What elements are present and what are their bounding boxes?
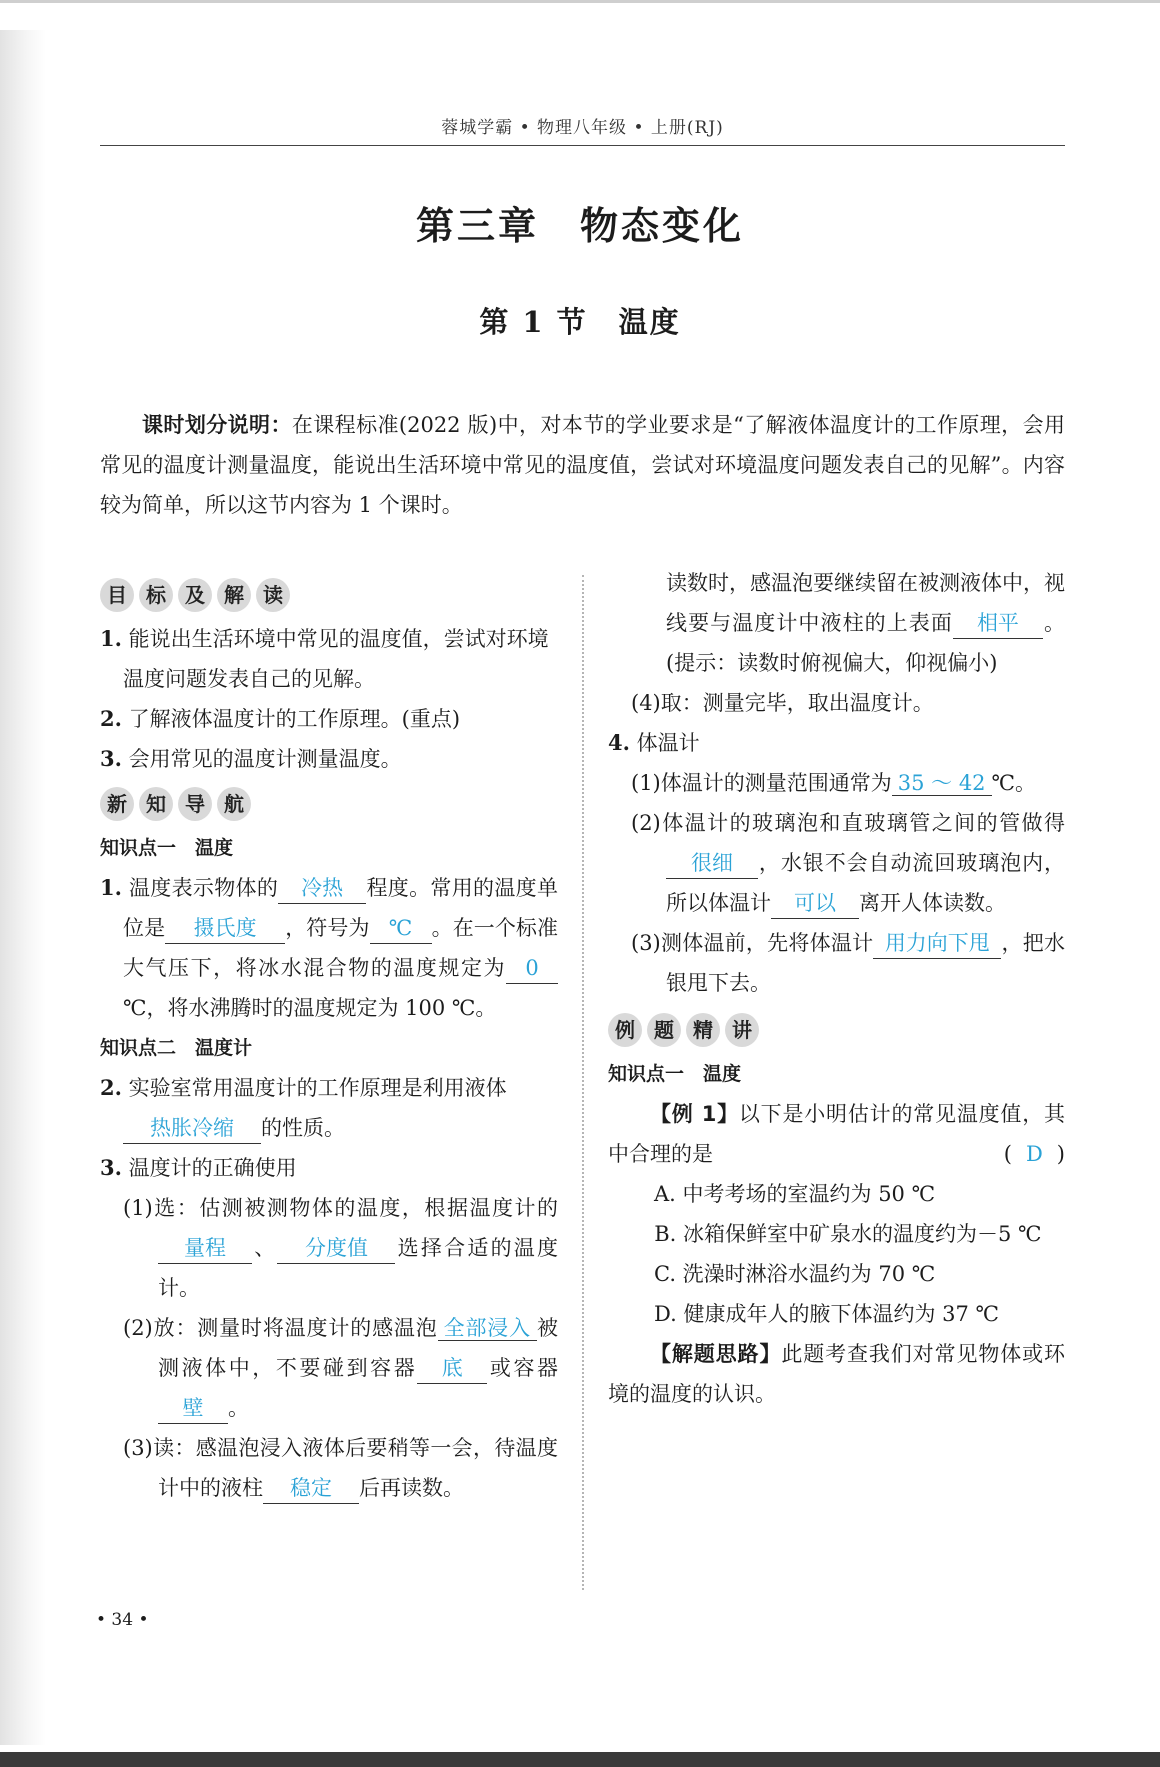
text-run: 或容器 <box>487 1356 559 1380</box>
banner-char: 题 <box>647 1013 681 1047</box>
text-run: (2)放：测量时将温度计的感温泡 <box>123 1316 438 1340</box>
column-divider <box>582 575 584 1590</box>
answer-blank: 可以 <box>771 888 859 919</box>
knowledge-point-heading: 知识点一 温度 <box>608 1063 742 1085</box>
text-run: 被测液体中，不要碰到容器 <box>158 1316 558 1380</box>
intro-text: 在课程标准(2022 版)中，对本节的学业要求是“了解液体温度计的工作原理，会用常见的温度计测量温度，能说出生活环境中常见的温度值，尝试对环境温度问题发表自己的见解”。内容较为简单，所以这节内容为 1 个课时。 <box>100 413 1065 517</box>
example-question <box>608 1094 1065 1174</box>
knowledge-point-heading: 知识点二 温度计 <box>100 1037 253 1059</box>
item-number: 1. <box>100 626 122 651</box>
answer-blank: 摄氏度 <box>165 913 285 944</box>
intro-label: 课时划分说明： <box>142 413 292 437</box>
example-label: 【例 1】 <box>650 1102 739 1126</box>
usage-step-take: (4)取：测量完毕，取出温度计。 <box>631 691 934 715</box>
choice-a: A. 中考考场的室温约为 50 ℃ <box>654 1182 936 1206</box>
text-run: ℃。 <box>991 771 1037 795</box>
text-run: (1)体温计的测量范围通常为 <box>631 771 892 795</box>
usage-step-place <box>100 1308 558 1428</box>
banner-char: 新 <box>100 787 134 821</box>
clinical-thermometer-shake <box>608 923 1065 1003</box>
knowledge-item-2 <box>100 1068 558 1148</box>
top-edge-line <box>0 0 1160 3</box>
text-run: (1)选：估测被测物体的温度，根据温度计的 <box>123 1196 558 1220</box>
text-run: ℃，将水沸腾时的温度规定为 100 ℃。 <box>123 996 497 1020</box>
banner-char: 航 <box>217 787 251 821</box>
text-run: 温度表示物体的 <box>128 876 279 900</box>
text-run: 。 <box>228 1396 249 1420</box>
text-run: 。(提示：读数时俯视偏大，仰视偏小) <box>666 611 1066 675</box>
intro-paragraph <box>100 405 1065 525</box>
choice-b: B. 冰箱保鲜室中矿泉水的温度约为－5 ℃ <box>654 1222 1042 1246</box>
goal-item <box>100 739 558 779</box>
bottom-edge-bar <box>0 1752 1160 1767</box>
answer-blank: 很细 <box>666 848 758 879</box>
text-run: 体温计 <box>636 731 700 755</box>
item-number: 1. <box>100 875 122 900</box>
banner-char: 解 <box>217 578 251 612</box>
left-column <box>100 575 558 1508</box>
header-rule <box>100 145 1065 146</box>
running-header: 蓉城学霸 • 物理八年级 • 上册(RJ) <box>441 118 724 138</box>
example-answer: D <box>1025 1142 1043 1166</box>
text-run: 后再读数。 <box>359 1476 464 1500</box>
banner-char: 标 <box>139 578 173 612</box>
solution-label: 【解题思路】 <box>650 1342 782 1366</box>
banner-char: 目 <box>100 578 134 612</box>
section-title: 第 1 节 温度 <box>479 305 681 339</box>
banner-char: 讲 <box>725 1013 759 1047</box>
choice-c: C. 洗澡时淋浴水温约为 70 ℃ <box>654 1262 936 1286</box>
answer-blank: 相平 <box>953 608 1043 639</box>
banner-char: 例 <box>608 1013 642 1047</box>
text-run: 实验室常用温度计的工作原理是利用液体 <box>128 1076 507 1100</box>
answer-blank: 分度值 <box>277 1233 395 1264</box>
item-number: 3. <box>100 1155 122 1180</box>
usage-step-select <box>100 1188 558 1308</box>
bracket-open: ( <box>1003 1142 1012 1166</box>
goals-banner <box>100 578 558 612</box>
chapter-title: 第三章 物态变化 <box>415 204 744 248</box>
text-run: 、 <box>252 1236 278 1260</box>
text-run: (3)测体温前，先将体温计 <box>631 931 874 955</box>
text-run: ，符号为 <box>285 916 370 940</box>
page-spine-shadow <box>0 30 46 1745</box>
choice-d: D. 健康成年人的腋下体温约为 37 ℃ <box>654 1302 1000 1326</box>
answer-blank: 底 <box>417 1353 487 1384</box>
item-number: 2. <box>100 706 122 731</box>
text-run: 离开人体读数。 <box>859 891 1006 915</box>
page-number: • 34 • <box>96 1610 149 1630</box>
goal-item <box>100 699 558 739</box>
text-run: 选择合适的温度计。 <box>158 1236 559 1300</box>
usage-step-read-continued <box>608 563 1065 683</box>
knowledge-item-3 <box>100 1148 558 1188</box>
answer-blank: 全部浸入 <box>438 1316 537 1341</box>
item-number: 4. <box>608 730 630 755</box>
banner-char: 及 <box>178 578 212 612</box>
clinical-thermometer-range <box>608 763 1065 803</box>
answer-blank: ℃ <box>370 913 432 944</box>
text-run: (2)体温计的玻璃泡和直玻璃管之间的管做得 <box>631 811 1065 835</box>
knowledge-point-heading: 知识点一 温度 <box>100 837 234 859</box>
answer-blank: 热胀冷缩 <box>123 1113 261 1144</box>
goal-text: 会用常见的温度计测量温度。 <box>128 747 402 771</box>
answer-blank: 冷热 <box>278 873 366 904</box>
banner-char: 精 <box>686 1013 720 1047</box>
banner-char: 导 <box>178 787 212 821</box>
clinical-thermometer-structure <box>608 803 1065 923</box>
answer-blank: 壁 <box>158 1393 228 1424</box>
goal-item <box>100 619 558 699</box>
knowledge-item-1 <box>100 868 558 1028</box>
goal-text: 了解液体温度计的工作原理。(重点) <box>128 707 461 731</box>
answer-blank: 0 <box>506 953 558 984</box>
solution-note <box>608 1334 1065 1414</box>
item-number: 3. <box>100 746 122 771</box>
text-run: (3)读：感温泡浸入液体后要稍等一会，待温度计中的液柱 <box>123 1436 558 1500</box>
item-number: 2. <box>100 1075 122 1100</box>
answer-blank: 35 ～ 42 <box>892 771 992 796</box>
usage-step-read <box>100 1428 558 1508</box>
right-column <box>608 563 1065 1414</box>
bracket-close: ) <box>1056 1142 1065 1166</box>
banner-char: 知 <box>139 787 173 821</box>
goal-text: 能说出生活环境中常见的温度值，尝试对环境温度问题发表自己的见解。 <box>123 627 549 691</box>
solution-text: 此题考查我们对常见物体或环境的温度的认识。 <box>608 1342 1066 1406</box>
answer-blank: 用力向下甩 <box>873 928 1001 959</box>
knowledge-item-4 <box>608 723 1065 763</box>
text-run: 程度。常用的温度单位是 <box>123 876 559 940</box>
answer-blank: 稳定 <box>263 1473 359 1504</box>
text-run: ，水银不会自动流回玻璃泡内，所以体温计 <box>666 851 1065 915</box>
answer-bracket <box>1004 1134 1065 1174</box>
example-text: 以下是小明估计的常见温度值，其中合理的是 <box>608 1102 1065 1166</box>
text-run: 。在一个标准大气压下，将冰水混合物的温度规定为 <box>123 916 559 980</box>
banner-char: 读 <box>256 578 290 612</box>
answer-blank: 量程 <box>158 1233 252 1264</box>
text-run: 的性质。 <box>261 1116 345 1140</box>
example-banner <box>608 1013 1065 1047</box>
text-run: 读数时，感温泡要继续留在被测液体中，视线要与温度计中液柱的上表面 <box>666 571 1065 635</box>
text-run: ，把水银甩下去。 <box>666 931 1066 995</box>
new-knowledge-banner <box>100 787 558 821</box>
text-run: 温度计的正确使用 <box>128 1156 297 1180</box>
